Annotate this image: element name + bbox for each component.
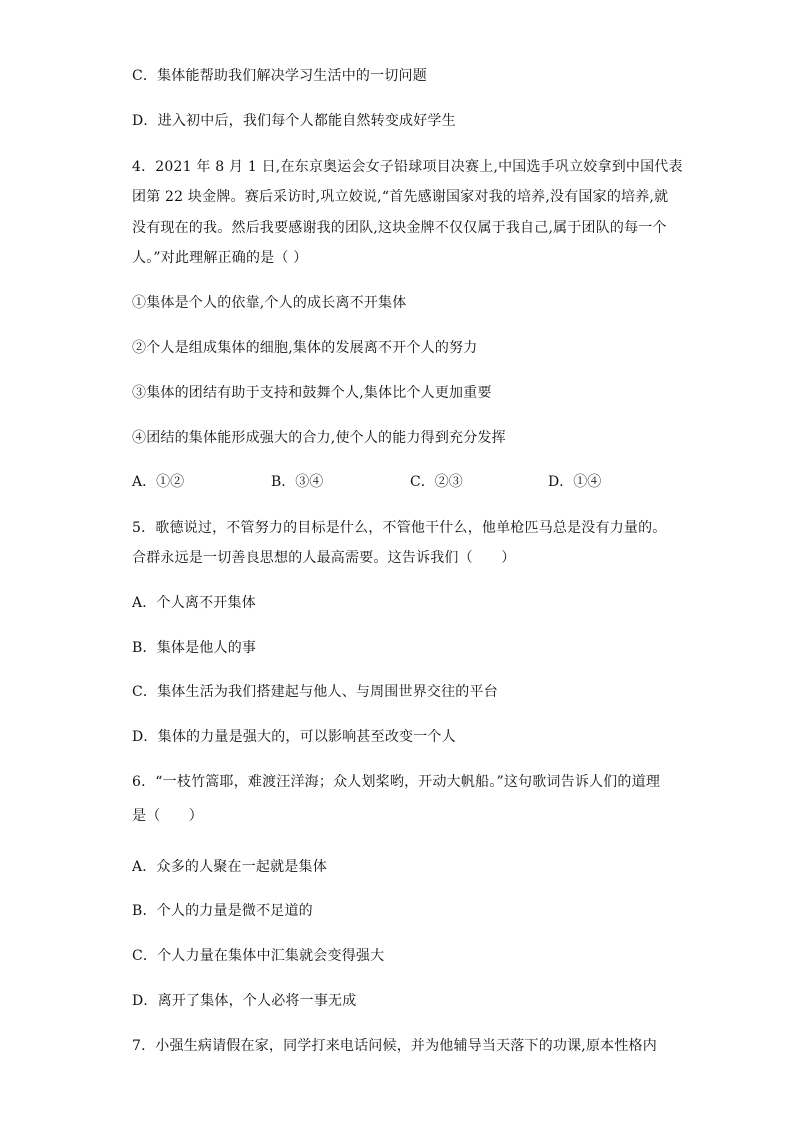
q4-option-a: A．①②: [132, 474, 185, 490]
q5-option-d: D．集体的力量是强大的，可以影响甚至改变一个人: [132, 729, 456, 745]
q4-option-b: B．③④: [271, 474, 324, 490]
q3-option-d: D．进入初中后，我们每个人都能自然转变成好学生: [132, 113, 456, 129]
q4-option-d: D．①④: [548, 474, 602, 490]
q7-stem-line-1: 7．小强生病请假在家，同学打来电话问候，并为他辅导当天落下的功课,原本性格内: [132, 1038, 657, 1054]
q6-stem-line-2: 是（ ）: [132, 808, 203, 824]
q5-stem-line-1: 5．歌德说过，不管努力的目标是什么，不管他干什么，他单枪匹马总是没有力量的。: [132, 520, 667, 536]
q4-stem-line-4: 人。”对此理解正确的是（ ）: [132, 250, 308, 266]
q4-option-c: C．②③: [410, 474, 463, 490]
q4-statement-1: ①集体是个人的依靠,个人的成长离不开集体: [132, 295, 407, 311]
q3-option-c: C．集体能帮助我们解决学习生活中的一切问题: [132, 68, 427, 84]
q4-statement-2: ②个人是组成集体的细胞,集体的发展离不开个人的努力: [132, 340, 478, 356]
q5-stem-line-2: 合群永远是一切善良思想的人最高需要。这告诉我们（ ）: [132, 550, 516, 566]
q5-option-a: A．个人离不开集体: [132, 595, 256, 611]
q6-option-d: D．离开了集体，个人必将一事无成: [132, 993, 357, 1009]
q6-option-a: A．众多的人聚在一起就是集体: [132, 859, 327, 875]
q4-stem-line-2: 团第 22 块金牌。赛后采访时,巩立姣说,“首先感谢国家对我的培养,没有国家的培养,就: [132, 189, 669, 205]
q6-option-c: C．个人力量在集体中汇集就会变得强大: [132, 948, 385, 964]
q6-option-b: B．个人的力量是微不足道的: [132, 903, 313, 919]
q5-option-c: C．集体生活为我们搭建起与他人、与周围世界交往的平台: [132, 684, 498, 700]
q4-stem-line-1: 4．2021 年 8 月 1 日,在东京奥运会女子铅球项目决赛上,中国选手巩立姣拿到中国代表: [132, 159, 683, 175]
q4-statement-4: ④团结的集体能形成强大的合力,使个人的能力得到充分发挥: [132, 430, 506, 446]
q4-statement-3: ③集体的团结有助于支持和鼓舞个人,集体比个人更加重要: [132, 385, 492, 401]
q4-options-row: [132, 472, 672, 492]
q6-stem-line-1: 6．“一枝竹篙耶，难渡汪洋海；众人划桨哟，开动大帆船。”这句歌词告诉人们的道理: [132, 774, 661, 790]
q4-stem-line-3: 没有现在的我。然后我要感谢我的团队,这块金牌不仅仅属于我自己,属于团队的每一个: [132, 220, 667, 236]
q5-option-b: B．集体是他人的事: [132, 640, 257, 656]
